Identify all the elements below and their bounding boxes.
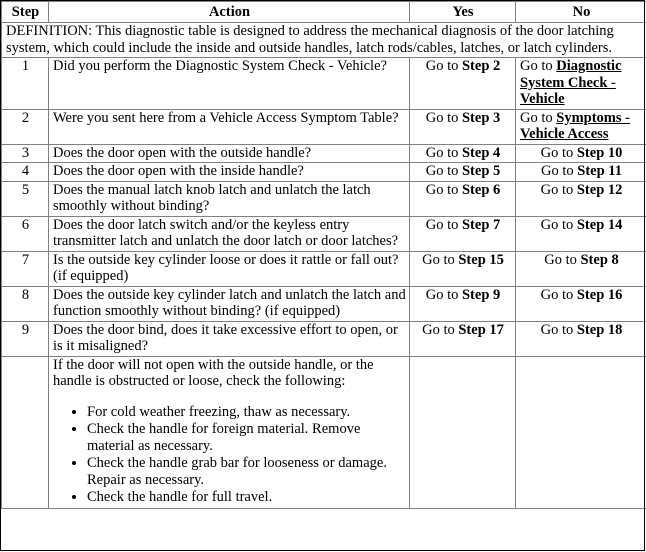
- yes-target: Step 3: [461, 109, 501, 126]
- yes-prefix: Go to: [425, 58, 462, 74]
- yes-prefix: Go to: [425, 181, 462, 198]
- yes-result-empty: [410, 356, 516, 508]
- yes-result: [410, 321, 516, 356]
- no-target: Step 12: [576, 181, 623, 198]
- step-number: 1: [2, 58, 49, 110]
- no-result: [516, 286, 646, 321]
- no-target: Step 16: [576, 286, 623, 303]
- header-step: Step: [2, 2, 49, 23]
- no-result-empty: [516, 356, 646, 508]
- no-prefix: Go to: [544, 251, 581, 268]
- yes-result: [410, 109, 516, 144]
- list-item: • For cold weather freezing, thaw as necessary.: [87, 404, 406, 422]
- action-checklist: [49, 356, 410, 508]
- step-number: 3: [2, 144, 49, 163]
- no-target: Step 10: [576, 144, 623, 161]
- door-latching-diagnostic-table: [1, 1, 646, 509]
- header-no: No: [516, 2, 646, 23]
- list-item: • Check the handle for full travel.: [87, 489, 406, 507]
- yes-prefix: Go to: [425, 144, 462, 161]
- table-row: [2, 109, 646, 144]
- action-text: Is the outside key cylinder loose or does it rattle or fall out? (if equipped): [49, 251, 410, 286]
- table-row: [2, 251, 646, 286]
- step-number: 6: [2, 216, 49, 251]
- step-number: 9: [2, 321, 49, 356]
- action-text: Did you perform the Diagnostic System Check - Vehicle?: [49, 58, 410, 110]
- yes-result: [410, 251, 516, 286]
- yes-result: [410, 181, 516, 216]
- definition-row: [2, 23, 646, 58]
- table-row: [2, 321, 646, 356]
- step-number: 7: [2, 251, 49, 286]
- list-item: • Check the handle for foreign material. Remove material as necessary.: [87, 421, 406, 455]
- no-prefix: Go to: [540, 286, 577, 303]
- no-result: [516, 109, 646, 144]
- action-text: Were you sent here from a Vehicle Access Symptom Table?: [49, 109, 410, 144]
- header-action: Action: [49, 2, 410, 23]
- step-number: 8: [2, 286, 49, 321]
- no-prefix: Go to: [540, 321, 577, 338]
- no-result: [516, 181, 646, 216]
- no-result: [516, 163, 646, 182]
- header-yes: Yes: [410, 2, 516, 23]
- no-prefix: Go to: [540, 216, 577, 233]
- table-body: [2, 23, 646, 509]
- checklist-intro: If the door will not open with the outside handle, or the handle is obstructed or loose, check the following:: [53, 356, 374, 389]
- action-text: Does the door open with the inside handle?: [49, 163, 410, 182]
- definition-cell: DEFINITION: This diagnostic table is designed to address the mechanical diagnosis of the door latching system, which could include the inside and outside handles, latch rods/cables, latches, or latch cylinders.: [2, 23, 646, 58]
- yes-prefix: Go to: [422, 321, 459, 338]
- list-item: • Check the handle grab bar for looseness or damage. Repair as necessary.: [87, 455, 406, 489]
- yes-result: [410, 58, 516, 110]
- yes-target: Step 6: [461, 181, 501, 198]
- no-prefix: Go to: [541, 163, 578, 179]
- table-row: [2, 216, 646, 251]
- yes-target: Step 9: [461, 286, 501, 303]
- yes-prefix: Go to: [422, 251, 459, 268]
- yes-prefix: Go to: [425, 163, 462, 179]
- yes-target: Step 17: [458, 321, 504, 338]
- step-number: 5: [2, 181, 49, 216]
- checklist: [53, 404, 406, 507]
- no-prefix: Go to: [540, 144, 577, 161]
- table-row: [2, 286, 646, 321]
- no-result: [516, 216, 646, 251]
- no-prefix: Go to: [540, 181, 577, 198]
- no-link[interactable]: Diagnostic System Check - Vehicle: [520, 58, 622, 107]
- no-result: [516, 144, 646, 163]
- table-row-final: [2, 356, 646, 508]
- table-row: [2, 163, 646, 182]
- yes-result: [410, 286, 516, 321]
- no-result: [516, 251, 646, 286]
- no-target: Step 18: [576, 321, 623, 338]
- table-header: [2, 2, 646, 23]
- no-target: Step 14: [576, 216, 623, 233]
- no-target: Step 8: [580, 251, 619, 268]
- no-prefix: Go to: [520, 58, 557, 74]
- no-result: [516, 58, 646, 110]
- yes-result: [410, 144, 516, 163]
- step-number: 2: [2, 109, 49, 144]
- table-row: [2, 58, 646, 110]
- yes-target: Step 7: [461, 216, 501, 233]
- action-text: Does the manual latch knob latch and unlatch the latch smoothly without binding?: [49, 181, 410, 216]
- yes-target: Step 5: [461, 163, 501, 179]
- table-row: [2, 144, 646, 163]
- no-link[interactable]: Symptoms - Vehicle Access: [520, 109, 630, 142]
- yes-target: Step 4: [461, 144, 501, 161]
- action-text: Does the door latch switch and/or the keyless entry transmitter latch and unlatch the door latch or door latches?: [49, 216, 410, 251]
- yes-target: Step 2: [461, 58, 501, 74]
- yes-target: Step 15: [458, 251, 504, 268]
- header-row: [2, 2, 646, 23]
- yes-prefix: Go to: [425, 109, 462, 126]
- action-text: Does the door bind, does it take excessive effort to open, or is it misaligned?: [49, 321, 410, 356]
- yes-prefix: Go to: [425, 286, 462, 303]
- table-row: [2, 181, 646, 216]
- yes-result: [410, 163, 516, 182]
- yes-prefix: Go to: [425, 216, 462, 233]
- action-text: Does the door open with the outside handle?: [49, 144, 410, 163]
- action-text: Does the outside key cylinder latch and unlatch the latch and function smoothly without binding? (if equipped): [49, 286, 410, 321]
- step-number-empty: [2, 356, 49, 508]
- yes-result: [410, 216, 516, 251]
- step-number: 4: [2, 163, 49, 182]
- no-prefix: Go to: [520, 109, 557, 126]
- no-target: Step 11: [577, 163, 622, 179]
- no-result: [516, 321, 646, 356]
